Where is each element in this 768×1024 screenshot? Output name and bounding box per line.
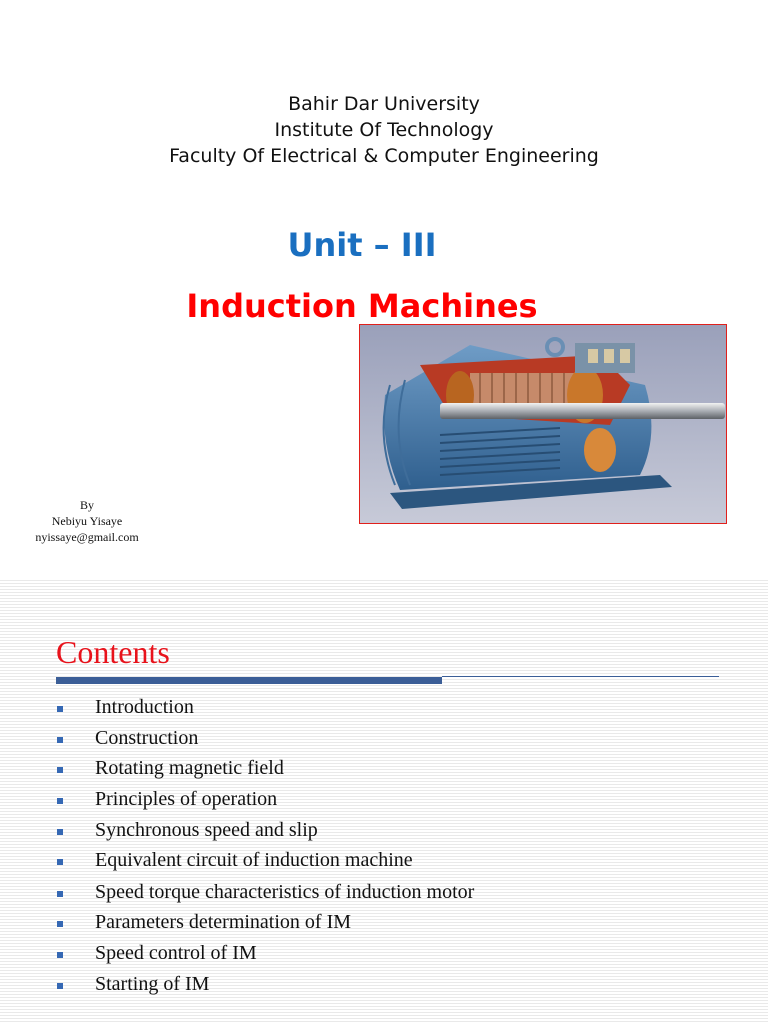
- author-email: nyissaye@gmail.com: [35, 530, 139, 544]
- university-name: Bahir Dar University: [288, 93, 480, 115]
- list-item: [0, 757, 700, 787]
- square-bullet-icon: [57, 859, 63, 865]
- author-by: By: [79, 498, 94, 512]
- list-item: [0, 788, 700, 818]
- list-item: [0, 727, 700, 757]
- heading-underline-thick: [56, 677, 442, 684]
- institute-name: Institute Of Technology: [274, 119, 494, 141]
- motor-illustration: [360, 325, 726, 523]
- author-name: Nebiyu Yisaye: [51, 514, 123, 528]
- list-item-text: Rotating magnetic field: [95, 757, 284, 779]
- list-item: [0, 973, 700, 1003]
- square-bullet-icon: [57, 737, 63, 743]
- list-item-text: Starting of IM: [95, 973, 210, 995]
- square-bullet-icon: [57, 767, 63, 773]
- list-item-text: Speed torque characteristics of induction motor: [95, 881, 475, 903]
- square-bullet-icon: [57, 983, 63, 989]
- heading-underline-thin: [442, 676, 719, 677]
- list-item-text: Parameters determination of IM: [95, 911, 352, 933]
- square-bullet-icon: [57, 891, 63, 897]
- list-item: [0, 881, 700, 911]
- square-bullet-icon: [57, 706, 63, 712]
- unit-title: Unit – III: [287, 226, 437, 264]
- faculty-name: Faculty Of Electrical & Computer Engineering: [169, 145, 599, 167]
- list-item-text: Construction: [95, 727, 199, 749]
- contents-slide: [0, 578, 768, 1024]
- list-item: [0, 911, 700, 941]
- author-block: [27, 497, 147, 545]
- list-item-text: Speed control of IM: [95, 942, 257, 964]
- induction-motor-image: [359, 324, 727, 524]
- list-item: [0, 942, 700, 972]
- list-item: [0, 696, 700, 726]
- list-item-text: Synchronous speed and slip: [95, 819, 318, 841]
- square-bullet-icon: [57, 798, 63, 804]
- square-bullet-icon: [57, 952, 63, 958]
- contents-heading: Contents: [56, 634, 170, 670]
- square-bullet-icon: [57, 921, 63, 927]
- subject-title: Induction Machines: [186, 287, 538, 325]
- list-item-text: Introduction: [95, 696, 194, 718]
- list-item-text: Principles of operation: [95, 788, 278, 810]
- list-item-text: Equivalent circuit of induction machine: [95, 849, 413, 871]
- square-bullet-icon: [57, 829, 63, 835]
- list-item: [0, 849, 700, 879]
- list-item: [0, 819, 700, 849]
